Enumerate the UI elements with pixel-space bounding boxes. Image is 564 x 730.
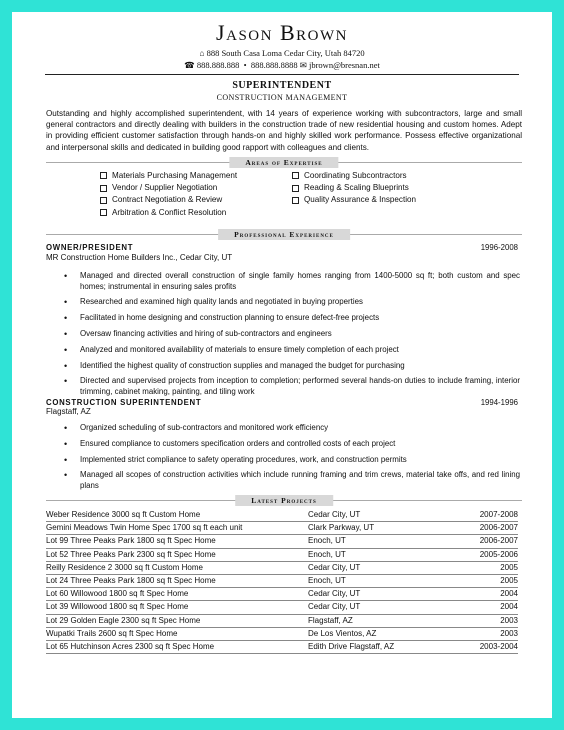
expertise-item: Reading & Scaling Blueprints <box>292 182 416 194</box>
job-company: MR Construction Home Builders Inc., Cedar City, UT <box>46 253 233 262</box>
phone-2: 888.888.8888 <box>250 60 298 70</box>
resume-page <box>12 12 552 718</box>
expertise-item: Materials Purchasing Management <box>100 170 237 182</box>
job-subheadline: CONSTRUCTION MANAGEMENT <box>216 93 348 102</box>
checkbox-icon <box>100 185 107 192</box>
expertise-item: Quality Assurance & Inspection <box>292 194 416 206</box>
expertise-left-list <box>100 170 237 219</box>
job-company: Flagstaff, AZ <box>46 407 91 416</box>
email-icon: ✉ <box>299 60 307 70</box>
checkbox-icon <box>100 197 107 204</box>
table-row: Lot 65 Hutchinson Acres 2300 sq ft Spec Home Edith Drive Flagstaff, AZ 2003-2004 <box>46 641 518 654</box>
table-row: Lot 99 Three Peaks Park 1800 sq ft Spec Home Enoch, UT 2006-2007 <box>46 535 518 548</box>
checkbox-icon <box>292 172 299 179</box>
list-item: • Ensured compliance to customers specification orders and controlled costs of each project <box>64 439 520 450</box>
header-divider <box>45 74 519 75</box>
table-row: Reilly Residence 2 3000 sq ft Custom Home Cedar City, UT 2005 <box>46 562 518 575</box>
checkbox-icon <box>292 197 299 204</box>
job-bullets <box>64 271 520 403</box>
projects-section-heading: Latest Projects <box>46 495 522 505</box>
expertise-item: Coordinating Subcontractors <box>292 170 416 182</box>
table-row: Lot 39 Willowood 1800 sq ft Spec Home Cedar City, UT 2004 <box>46 601 518 614</box>
expertise-item: Contract Negotiation & Review <box>100 194 237 206</box>
summary-paragraph: Outstanding and highly accomplished superintendent, with 14 years of experience working with subcontractors, large and small general contractors and directly dealing with builders in the construction trade of new residential housing and custom homes. Adept in providing efficient customer satisfaction through hands-on and highly skilled work performance. Possess effective organizational and interpersonal skills and dedicated in building good rapport with colleagues and clients. <box>46 109 522 152</box>
list-item: • Implemented strict compliance to safety operating procedures, work, and construction permits <box>64 455 520 466</box>
table-row: Weber Residence 3000 sq ft Custom Home Cedar City, UT 2007-2008 <box>46 509 518 522</box>
job-title: OWNER/PRESIDENT <box>46 243 134 252</box>
projects-table <box>46 509 518 654</box>
expertise-item: Arbitration & Conflict Resolution <box>100 207 237 219</box>
list-item: • Organized scheduling of sub-contractors and monitored work efficiency <box>64 423 520 434</box>
checkbox-icon <box>100 209 107 216</box>
list-item: • Researched and examined high quality lands and negotiated in buying properties <box>64 297 520 308</box>
list-item: • Oversaw financing activities and hiring of sub-contractors and engineers <box>64 329 520 340</box>
job-headline: SUPERINTENDENT <box>232 80 332 91</box>
phone: 888.888.888 <box>196 60 240 70</box>
job-bullets <box>64 423 520 497</box>
table-row: Lot 60 Willowood 1800 sq ft Spec Home Cedar City, UT 2004 <box>46 588 518 601</box>
home-icon: ⌂ <box>199 48 205 58</box>
checkbox-icon <box>292 185 299 192</box>
checkbox-icon <box>100 172 107 179</box>
address: 888 South Casa Loma Cedar City, Utah 84720 <box>206 48 365 58</box>
experience-section-heading: Professional Experience <box>46 229 522 239</box>
table-row: Lot 52 Three Peaks Park 2300 sq ft Spec Home Enoch, UT 2005-2006 <box>46 549 518 562</box>
email: jbrown@bresnan.net <box>308 60 380 70</box>
table-row: Wupatki Trails 2600 sq ft Spec Home De Los Vientos, AZ 2003 <box>46 628 518 641</box>
table-row: Gemini Meadows Twin Home Spec 1700 sq ft each unit Clark Parkway, UT 2006-2007 <box>46 522 518 535</box>
table-row: Lot 24 Three Peaks Park 1800 sq ft Spec Home Enoch, UT 2005 <box>46 575 518 588</box>
job-title: CONSTRUCTION SUPERINTENDENT <box>46 398 202 407</box>
contact-line: ☎ 888.888.888 • 888.888.8888 ✉ jbrown@bresnan.net <box>184 60 380 70</box>
expertise-section-heading: Areas of Expertise <box>46 157 522 167</box>
candidate-name: Jason Brown <box>216 20 348 45</box>
list-item: • Facilitated in home designing and construction planning to ensure defect-free projects <box>64 313 520 324</box>
list-item: • Managed and directed overall construction of single family homes ranging from 1400-5000 sq ft; both custom and spec homes; instrumental in ensuring sales profits <box>64 271 520 292</box>
expertise-right-list <box>292 170 416 207</box>
job-dates: 1996-2008 <box>480 243 518 252</box>
list-item: • Managed all scopes of construction activities which include running framing and trim crews, material take offs, and red lining plans <box>64 470 520 491</box>
list-item: • Identified the highest quality of construction supplies and managed the budget for purchasing <box>64 361 520 372</box>
list-item: • Directed and supervised projects from inception to completion; performed several hands-on duties to include framing, interior trimming, cabinet making, painting, and tiling work <box>64 376 520 397</box>
phone-icon: ☎ <box>184 60 195 70</box>
job-dates: 1994-1996 <box>480 398 518 407</box>
address-line <box>12 48 552 58</box>
expertise-item: Vendor / Supplier Negotiation <box>100 182 237 194</box>
table-row: Lot 29 Golden Eagle 2300 sq ft Spec Home Flagstaff, AZ 2003 <box>46 615 518 628</box>
list-item: • Analyzed and monitored availability of materials to ensure timely completion of each project <box>64 345 520 356</box>
